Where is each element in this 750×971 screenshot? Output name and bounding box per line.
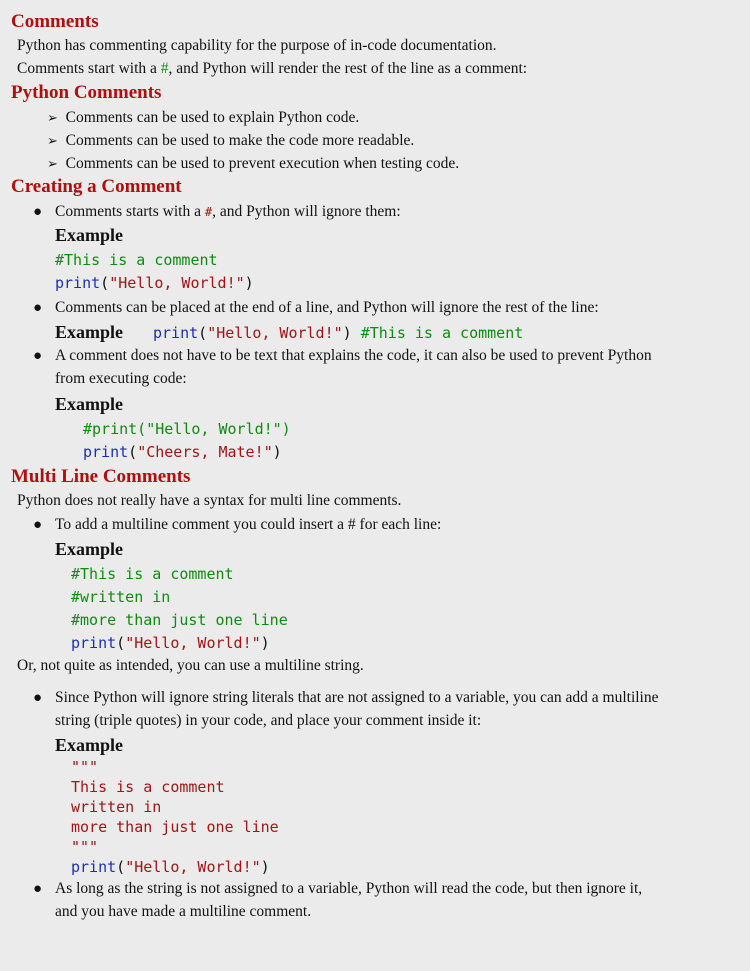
code-line: """ [71,838,99,856]
paragraph-intro: Python has commenting capability for the purpose of in-code documentation. [17,37,497,54]
heading-creating-comment: Creating a Comment [11,176,182,197]
example-label: Example [55,225,124,245]
bullet-text: from executing code: [55,370,187,387]
code-line: This is a comment [71,778,225,796]
list-item: ➢ Comments can be used to explain Python code. [47,109,360,126]
list-item: ➢ Comments can be used to make the code more readable. [47,132,415,149]
code-line: written in [71,798,162,816]
bullet-text: A comment does not have to be text that explains the code, it can also be used to prevent Python [55,347,652,364]
code-line: #written in [71,588,171,606]
code-line: #This is a comment [55,251,218,269]
heading-python-comments: Python Comments [11,82,162,103]
bullet-icon: ● [33,517,43,533]
code-line: #more than just one line [71,611,288,629]
bullet-icon: ● [33,348,43,364]
code-line: #print("Hello, World!") [83,420,291,438]
inline-hash: # [160,60,169,77]
arrow-bullet-icon: ➢ [47,156,58,171]
bullet-text: Since Python will ignore string literals that are not assigned to a variable, you can add a multiline [55,689,659,706]
bullet-icon: ● [33,690,43,706]
bullet-icon: ● [33,300,43,316]
code-line: print("Hello, World!") [55,274,254,292]
code-line: print("Cheers, Mate!") [83,443,282,461]
code-line: """ [71,758,99,776]
heading-comments: Comments [11,11,99,32]
example-label: Example [55,539,124,559]
code-line: print("Hello, World!") [71,858,270,876]
code-line: #This is a comment [71,565,234,583]
list-item: ➢ Comments can be used to prevent execution when testing code. [47,155,460,172]
bullet-icon: ● [33,204,43,220]
example-label: Example [55,322,124,342]
code-line: print("Hello, World!") [71,634,270,652]
inline-hash: # [204,205,213,219]
bullet-text: To add a multiline comment you could insert a # for each line: [55,516,442,533]
example-label: Example [55,735,124,755]
bullet-icon: ● [33,881,43,897]
heading-multiline-comments: Multi Line Comments [11,466,191,487]
paragraph: Python does not really have a syntax for multi line comments. [17,492,402,509]
code-line: print("Hello, World!") #This is a comment [153,324,524,342]
bullet-text: string (triple quotes) in your code, and place your comment inside it: [55,712,482,729]
bullet-text: As long as the string is not assigned to a variable, Python will read the code, but then ignore it, [55,880,643,897]
code-line: more than just one line [71,818,279,836]
bullet-text: Comments starts with a #, and Python will ignore them: [55,203,401,220]
bullet-text: and you have made a multiline comment. [55,903,312,920]
arrow-bullet-icon: ➢ [47,133,58,148]
arrow-bullet-icon: ➢ [47,110,58,125]
bullet-text: Comments can be placed at the end of a line, and Python will ignore the rest of the line: [55,299,599,316]
example-label: Example [55,394,124,414]
paragraph: Or, not quite as intended, you can use a multiline string. [17,657,364,674]
paragraph-start: Comments start with a #, and Python will render the rest of the line as a comment: [17,60,528,77]
